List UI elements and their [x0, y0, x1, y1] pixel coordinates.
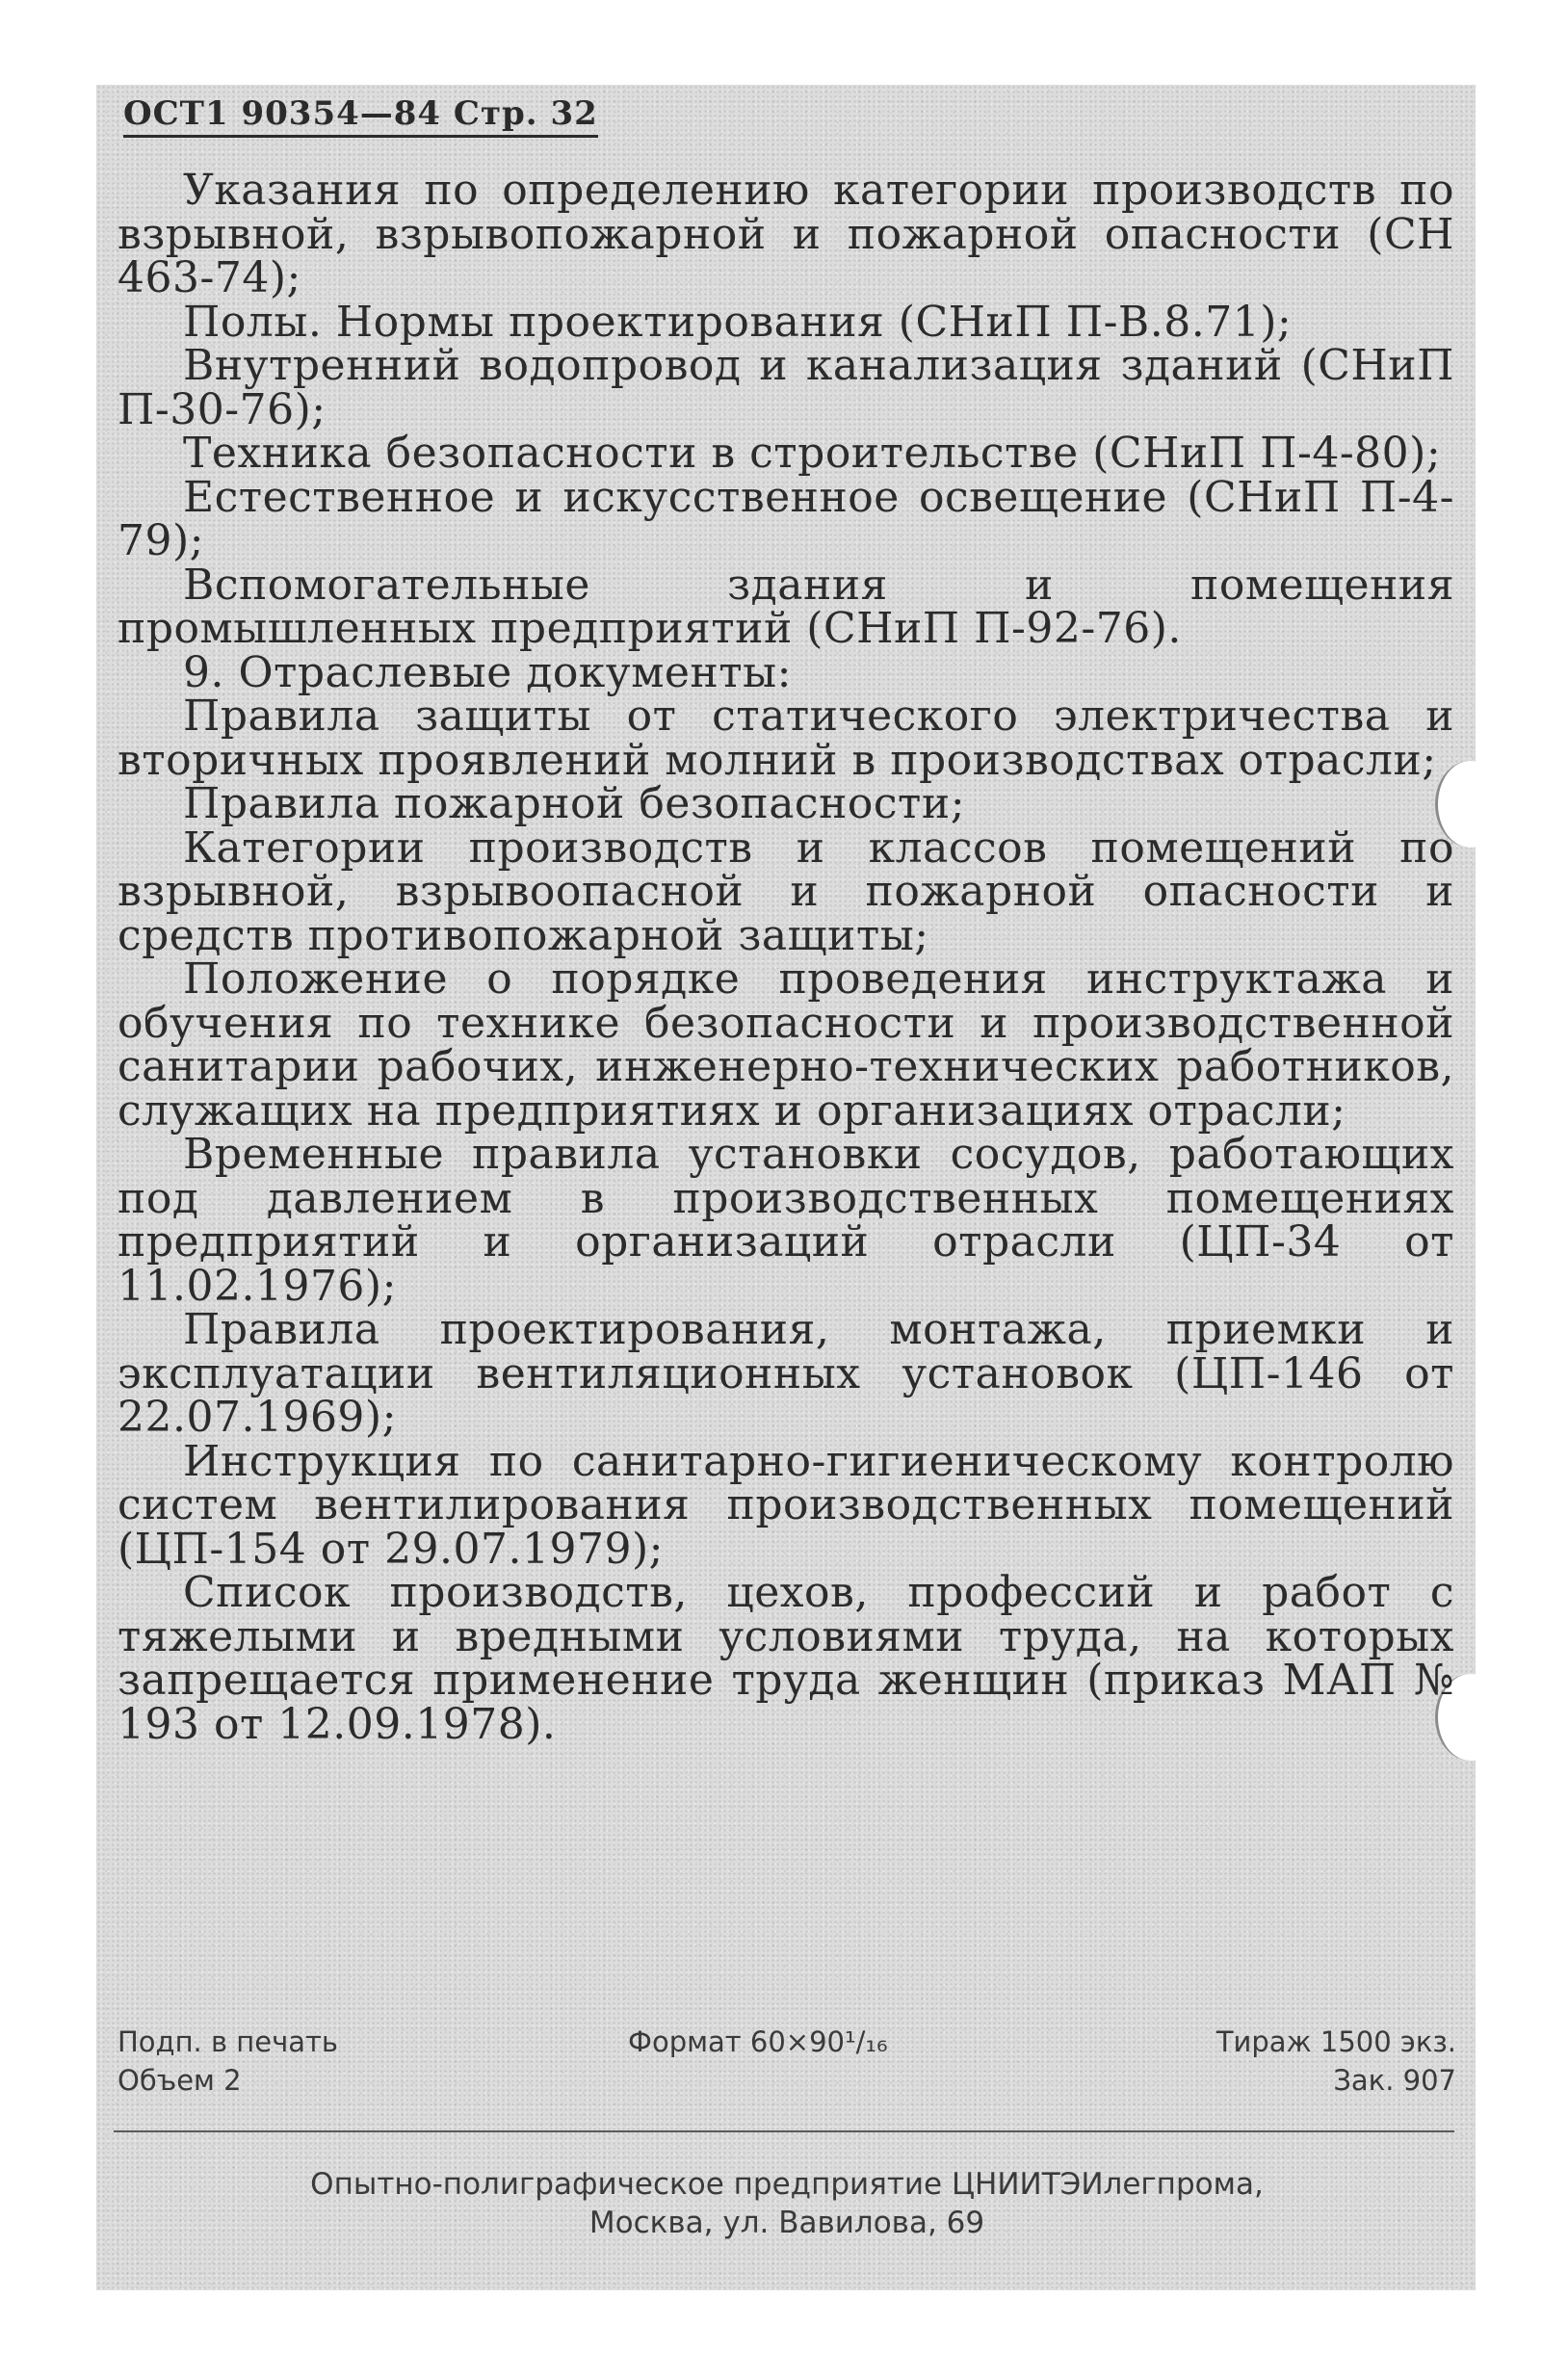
publisher-line-1: Опытно-полиграфическое предприятие ЦНИИТЭИлегпрома, [310, 2167, 1264, 2202]
publisher-line-2: Москва, ул. Вавилова, 69 [588, 2206, 985, 2240]
paragraph: Правила пожарной безопасности; [183, 779, 966, 828]
imprint-format: Формат 60×90¹/₁₆ [628, 2025, 888, 2058]
paragraph: Техника безопасности в строительстве (СНиП П-4-80); [183, 429, 1442, 478]
paragraph: Положение о порядке проведения инструктажа и обучения по технике безопасности и производственной санитарии рабочих, инженерно-технических работников, служащих на предприятиях и организациях отрасли; [118, 954, 1454, 1136]
imprint-order: Зак. 907 [1333, 2064, 1456, 2097]
paragraph: Временные правила установки сосудов, работающих под давлением в производственных помещениях предприятий и организаций отрасли (ЦП-34 от 11.02.1976); [118, 1130, 1454, 1311]
paragraph: Правила проектирования, монтажа, приемки и эксплуатации вентиляционных установок (ЦП-146 от 22.07.1969); [118, 1305, 1454, 1442]
paragraph: Список производств, цехов, профессий и работ с тяжелыми и вредными условиями труда, на которых запрещается применение труда женщин (приказ МАП № 193 от 12.09.1978). [118, 1568, 1454, 1749]
imprint-circulation: Тираж 1500 экз. [1215, 2025, 1456, 2058]
document-body [118, 166, 1454, 1749]
section-heading: 9. Отраслевые документы: [183, 647, 792, 697]
publisher-block [118, 2165, 1456, 2242]
divider [114, 2130, 1454, 2132]
paragraph: Полы. Нормы проектирования (СНиП П-В.8.71); [183, 297, 1293, 347]
paragraph: Инструкция по санитарно-гигиеническому контролю систем вентилирования производственных помещений (ЦП-154 от 29.07.1979); [118, 1436, 1454, 1574]
imprint-volume: Объем 2 [118, 2064, 242, 2097]
imprint-signed: Подп. в печать [118, 2025, 338, 2058]
paragraph: Внутренний водопровод и канализация зданий (СНиП П-30-76); [118, 341, 1454, 434]
page-header: ОСТ1 90354—84 Стр. 32 [123, 94, 598, 138]
paragraph: Указания по определению категории производств по взрывной, взрывопожарной и пожарной опасности (СН 463-74); [118, 166, 1454, 302]
paragraph: Правила защиты от статического электричества и вторичных проявлений молний в производствах отрасли; [118, 692, 1454, 785]
paragraph: Вспомогательные здания и помещения промышленных предприятий (СНиП П-92-76). [118, 560, 1454, 653]
paragraph: Естественное и искусственное освещение (СНиП П-4-79); [118, 472, 1454, 565]
paragraph: Категории производств и классов помещений по взрывной, взрывоопасной и пожарной опасности и средств противопожарной защиты; [118, 823, 1454, 960]
